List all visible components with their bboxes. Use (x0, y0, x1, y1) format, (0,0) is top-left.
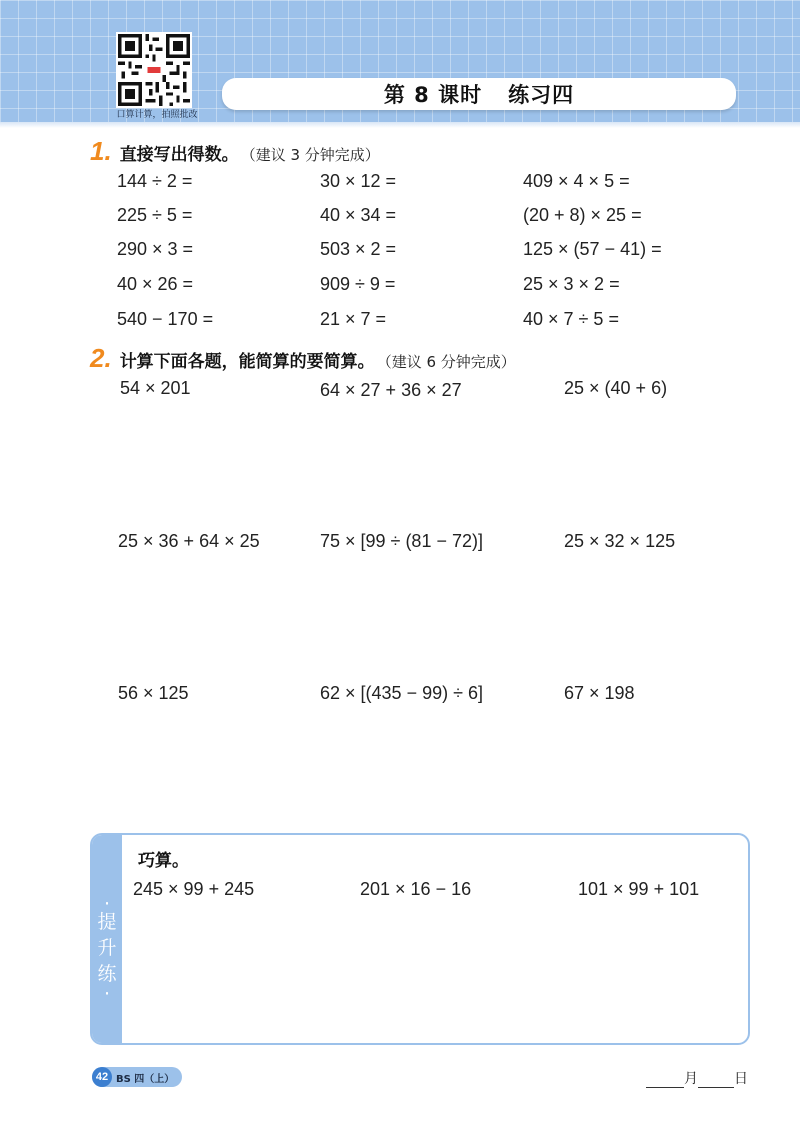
month-blank[interactable] (646, 1073, 684, 1088)
challenge-side-tab (92, 835, 122, 1043)
calc-problem: 54 × 201 (120, 378, 191, 398)
oral-problem: 21 × 7 = (320, 309, 387, 329)
section-2-heading (90, 343, 516, 374)
calc-problem: 75 × [99 ÷ (81 − 72)] (320, 531, 483, 551)
page-badge (92, 1067, 182, 1087)
section-1-title: 直接写出得数。 (119, 145, 239, 165)
oral-problem: 144 ÷ 2 = (117, 171, 193, 191)
calc-problem: 25 × 32 × 125 (564, 531, 676, 551)
calc-problem: 64 × 27 + 36 × 27 (320, 380, 462, 400)
page-number: 42 (92, 1067, 112, 1087)
qr-code-icon[interactable] (116, 32, 192, 108)
lesson-number: 第 8 课时 (383, 83, 483, 107)
day-label: 日 (734, 1071, 748, 1087)
challenge-problem: 245 × 99 + 245 (133, 879, 255, 899)
oral-problem: 503 × 2 = (320, 239, 397, 259)
section-1-heading (90, 136, 380, 167)
side-label-dot: · (103, 983, 111, 1005)
challenge-title: 巧算。 (138, 851, 189, 871)
challenge-problem: 201 × 16 − 16 (360, 879, 472, 899)
oral-problem: 40 × 26 = (117, 274, 194, 294)
oral-problem: 290 × 3 = (117, 239, 194, 259)
day-blank[interactable] (698, 1073, 734, 1088)
section-2-title: 计算下面各题，能简算的要简算。 (119, 352, 375, 372)
oral-problem: 25 × 3 × 2 = (523, 274, 620, 294)
oral-problem: 40 × 34 = (320, 205, 397, 225)
section-1-hint: （建议 3 分钟完成） (240, 146, 380, 164)
oral-problem: 125 × (57 − 41) = (523, 239, 662, 259)
side-label-dot: · (103, 893, 111, 915)
edition-label: BS 四（上） (116, 1073, 175, 1085)
oral-problem: 540 − 170 = (117, 309, 214, 329)
section-1-number: 1. (90, 136, 112, 166)
calc-problem: 25 × 36 + 64 × 25 (118, 531, 260, 551)
oral-problem: 409 × 4 × 5 = (523, 171, 630, 191)
side-label-char: 升 (97, 937, 117, 959)
calc-problem: 67 × 198 (564, 683, 635, 703)
calc-problem: 56 × 125 (118, 683, 189, 703)
calc-problem: 62 × [(435 − 99) ÷ 6] (320, 683, 483, 703)
challenge-box (90, 833, 750, 1045)
page-title (222, 78, 736, 110)
oral-problem: 225 ÷ 5 = (117, 205, 193, 225)
side-label-char: 提 (97, 911, 117, 933)
lesson-name: 练习四 (508, 83, 575, 107)
qr-caption: 口算计算，拍照批改 (116, 110, 198, 120)
oral-problem: 30 × 12 = (320, 171, 397, 191)
oral-problem: 909 ÷ 9 = (320, 274, 396, 294)
side-label-char: 练 (97, 963, 117, 985)
calc-problem: 25 × (40 + 6) (564, 378, 668, 398)
section-2-hint: （建议 6 分钟完成） (376, 353, 516, 371)
oral-problem: (20 + 8) × 25 = (523, 205, 642, 225)
challenge-problem: 101 × 99 + 101 (578, 879, 700, 899)
section-2-number: 2. (90, 343, 112, 373)
date-field (646, 1068, 748, 1088)
month-label: 月 (684, 1071, 698, 1087)
oral-problem: 40 × 7 ÷ 5 = (523, 309, 619, 329)
